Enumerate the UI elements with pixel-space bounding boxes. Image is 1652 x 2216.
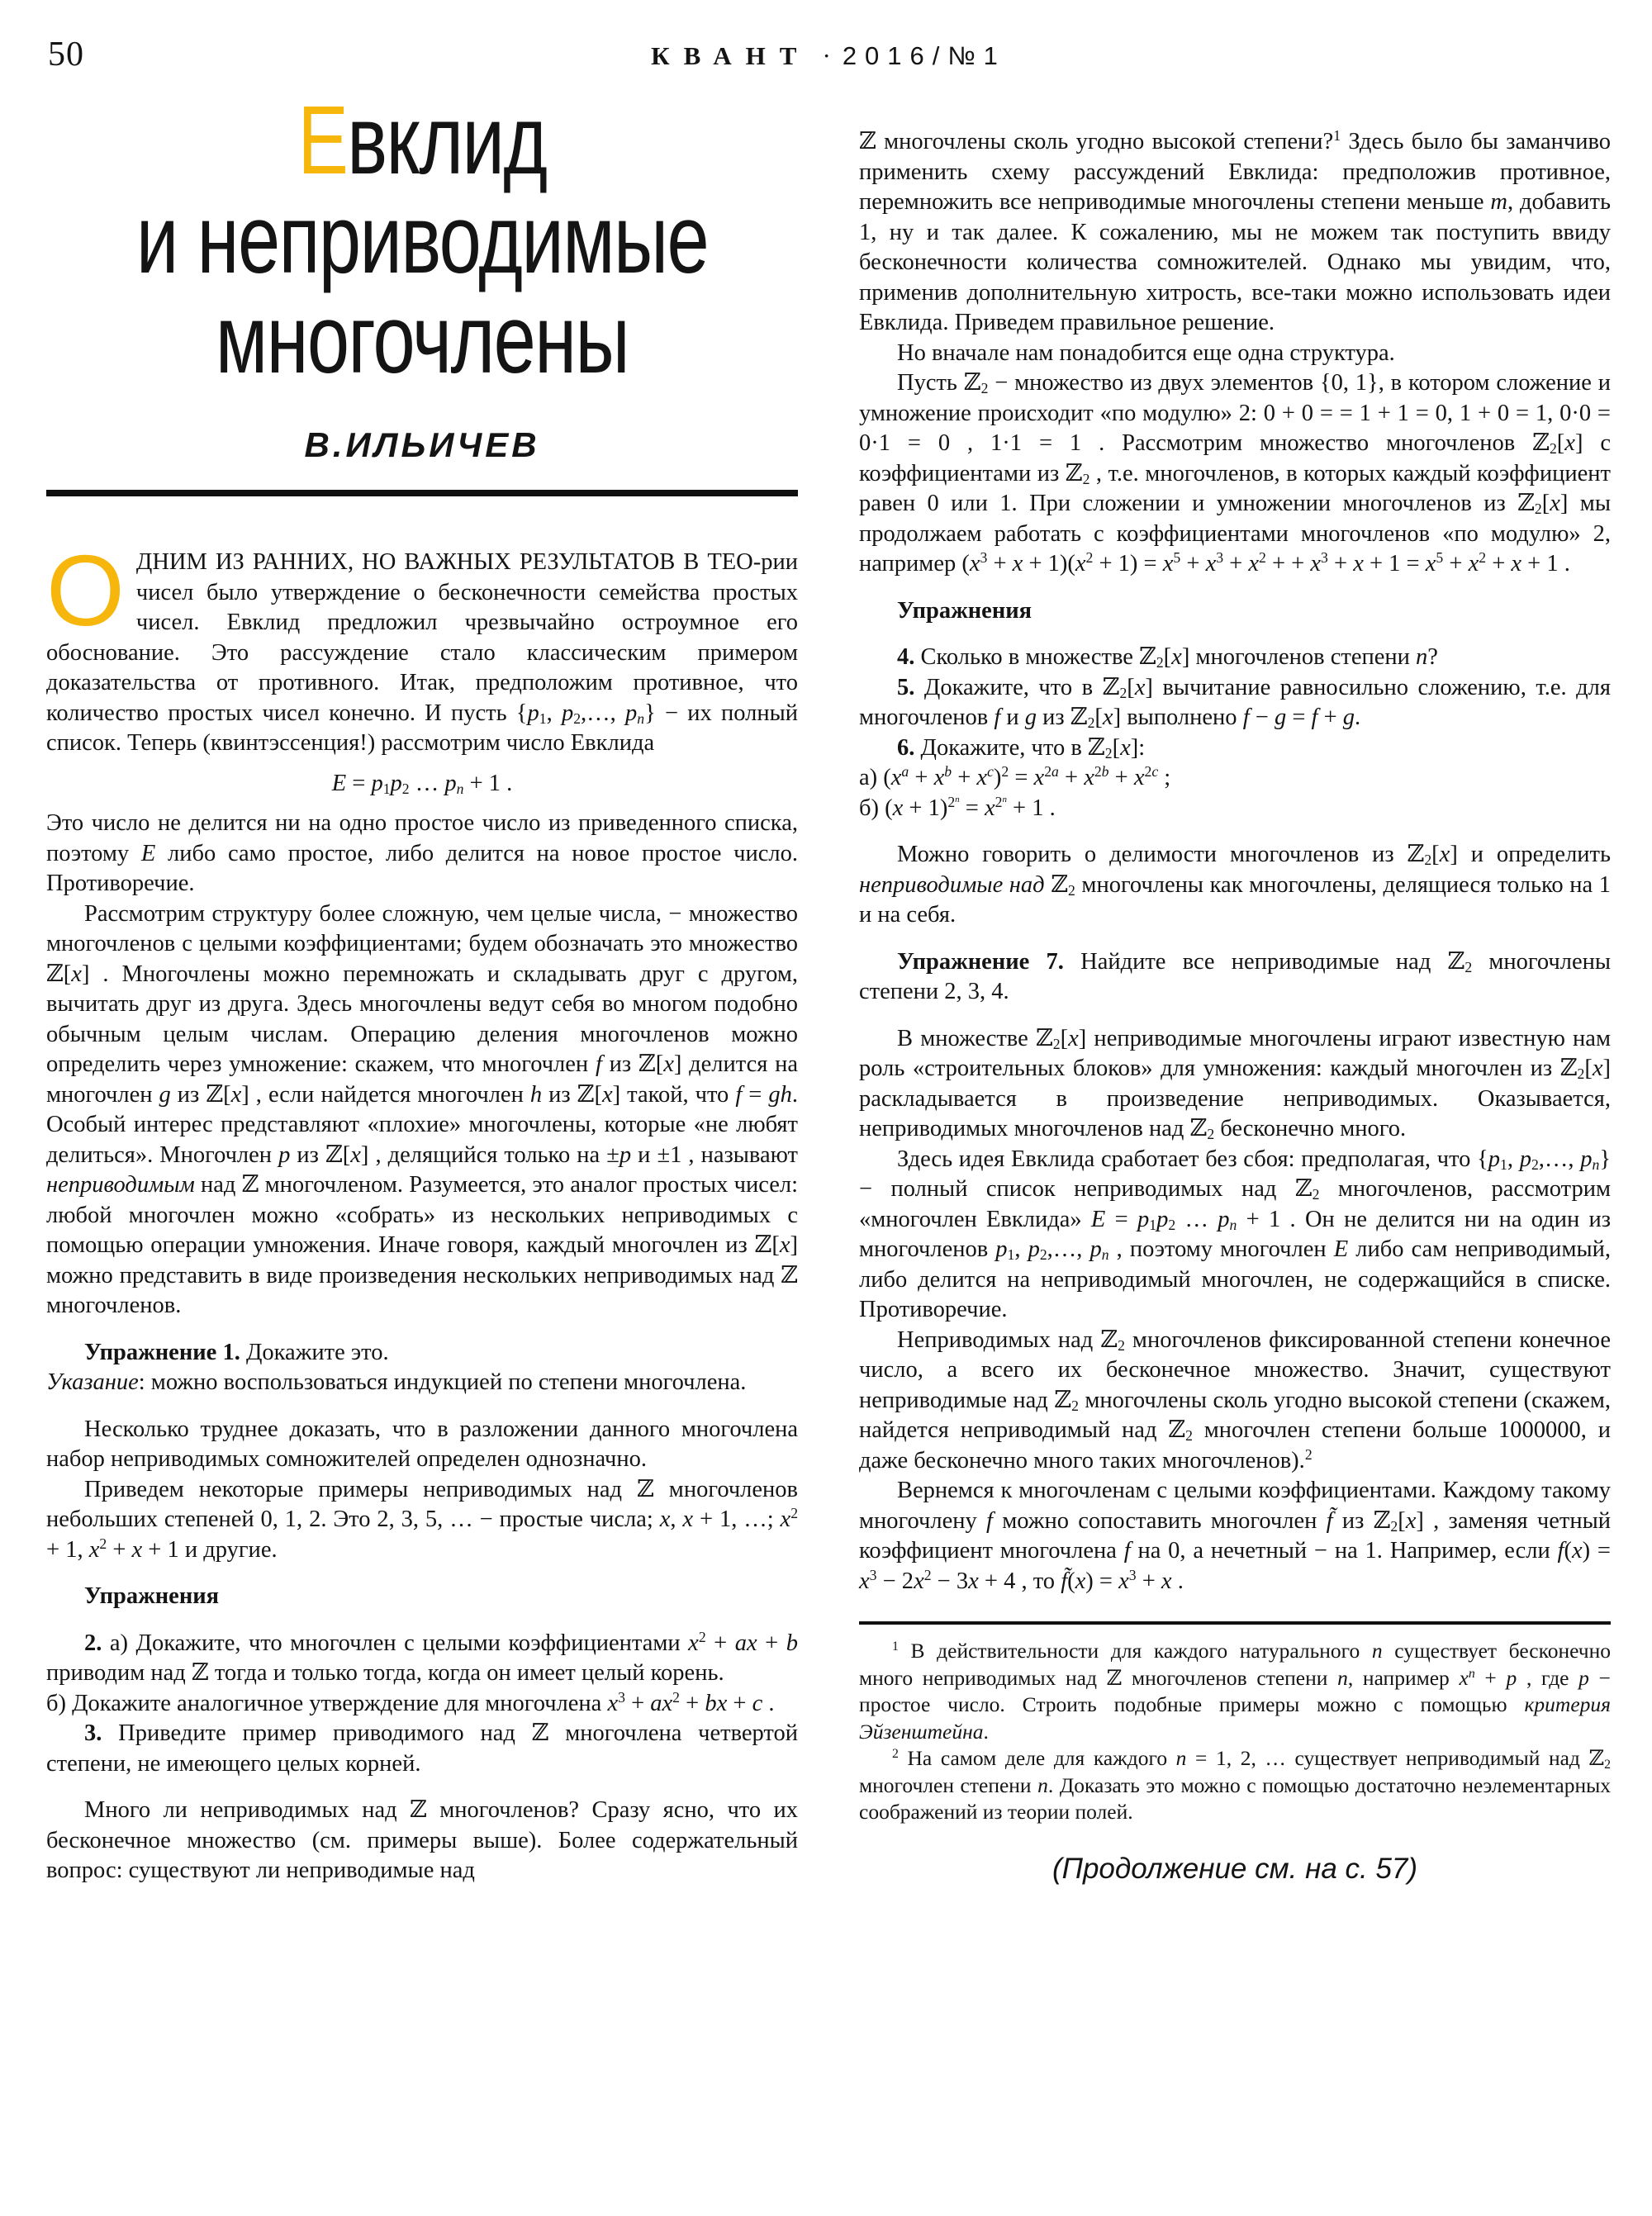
exercise-6b: б) $(x + 1)^{2^n} = x^{2^n} + 1$ . bbox=[859, 793, 1056, 821]
paragraph: Неприводимых над ℤ$_2$ многочленов фиксированной степени конечное число, а всего их бесконечное множество. Значит, существуют неприводимые над ℤ$_2$ многочлены сколь угодно высокой степени (скажем, найдется неприводимый над ℤ$_2$ многочлен степени больше 1000000, и даже бесконечно много таких многочленов).$^2$ bbox=[859, 1326, 1612, 1473]
exercises-heading: Упражнения bbox=[897, 597, 1032, 624]
lead-paragraph: ОДНИМ ИЗ РАННИХ, НО ВАЖНЫХ РЕЗУЛЬТАТОВ В ТЕО-рии чисел было утверждение о бесконечности семейства простых чисел. Евклид предложил чрезвычайно остроумное его обоснование. Это рассуждение стало классическим примером доказательства от противного. Итак, предположим противное, что количество простых чисел конечно. И пусть {$p_1$, $p_2,\dots$, $p_n$} − их полный список. Теперь (квинтэссенция!) рассмотрим число Евклида bbox=[46, 534, 799, 757]
exercises-heading: Упражнения bbox=[84, 1583, 220, 1610]
paragraph: Рассмотрим структуру более сложную, чем целые числа, − множество многочленов с целыми коэффициентами; будем обозначать это множество ℤ[x] . Многочлены можно перемножать и складывать друг с другом, вычитать друг из друга. Здесь многочлены ведут себя во многом подобно обычным целым числам. Операцию деления многочленов можно определить через умножение: скажем, что многочлен f из ℤ[x] делится на многочлен g из ℤ[x] , если найдется многочлен h из ℤ[x] такой, что f = gh. Особый интерес представляют «плохие» многочлены, которые «не любят делиться». Многочлен p из ℤ[x] , делящийся только на ±p и ±1 , называют неприводимым над ℤ многочленом. Разумеется, это аналог простых чисел: любой многочлен можно «собрать» из нескольких неприводимых с помощью операции умножения. Иначе говоря, каждый многочлен из ℤ[x] можно представить в виде произведения нескольких неприводимых над ℤ многочленов. bbox=[46, 900, 799, 1319]
paragraph: В множестве ℤ$_2$[x] неприводимые многочлены играют известную нам роль «строительных блоков» для умножения: каждый многочлен из ℤ$_2$[x] раскладывается в произведение неприводимых. Оказывается, неприводимых многочленов над ℤ$_2$ бесконечно много. bbox=[859, 1025, 1611, 1143]
exercise-7: Упражнение 7. Найдите все неприводимые над ℤ$_2$ многочлены степени 2, 3, 4. bbox=[859, 948, 1611, 1004]
hint: Указание: можно воспользоваться индукцией по степени многочлена. bbox=[46, 1369, 747, 1396]
paragraph: Но вначале нам понадобится еще одна структура. bbox=[897, 339, 1395, 366]
title-line-3: многочлены bbox=[215, 284, 629, 394]
journal-issue: 2016/№1 bbox=[842, 41, 1006, 70]
footnote-1: $^1$ В действительности для каждого натурального n существует бесконечно много неприводимых над ℤ многочленов степени n, например $x^n + p$ , где p − простое число. Строить подобные примеры можно с помощью критерия Эйзенштейна. bbox=[859, 1639, 1611, 1744]
paragraph: Пусть ℤ$_2$ − множество из двух элементов {0, 1}, в котором сложение и умножение происходит «по модулю» 2: 0 + 0 = = 1 + 1 = 0, 1 + 0 = 1, 0·0 = 0·1 = 0 , 1·1 = 1 . Рассмотрим множество многочленов ℤ$_2$[x] с коэффициентами из ℤ$_2$ , т.е. многочленов, в которых каждый коэффициент равен 0 или 1. При сложении и умножении многочленов из ℤ$_2$[x] мы продолжаем работать с коэффициентами многочленов «по модулю» 2, например $(x^3 + x + 1)(x^2 + 1) = x^5 + x^3 + x^2$ + + $x^3 + x + 1 = x^5 + x^2 + x + 1$ . bbox=[859, 370, 1611, 577]
left-column bbox=[46, 86, 798, 1886]
drop-cap-letter: О bbox=[46, 534, 125, 648]
continuation-note: (Продолжение см. на с. 57) bbox=[1051, 1852, 1418, 1885]
exercise-2b: б) Докажите аналогичное утверждение для многочлена $x^3 + ax^2$ + bx + c . bbox=[46, 1688, 775, 1716]
journal-title: КВАНТ bbox=[651, 41, 811, 70]
paragraph: Приведем некоторые примеры неприводимых над ℤ многочленов небольших степеней 0, 1, 2. Это 2, 3, 5, … − простые числа; x, x + 1, …; $x^2 + 1$, $x^2 + x + 1$ и другие. bbox=[46, 1476, 799, 1563]
paragraph: Несколько труднее доказать, что в разложении данного многочлена набор неприводимых сомножителей определен однозначно. bbox=[46, 1416, 798, 1473]
exercise-6a: а) $(x^a + x^b + x^c)^2 = x^{2a} + x^{2b} + x^{2c}$ ; bbox=[859, 763, 1171, 790]
exercise-1: Упражнение 1. Докажите это. bbox=[84, 1339, 389, 1365]
exercise-3: 3. Приведите пример приводимого над ℤ многочлена четвертой степени, не имеющего целых корней. bbox=[46, 1720, 798, 1777]
exercise-4: 4. Сколько в множестве ℤ$_2$[x] многочленов степени n? bbox=[897, 644, 1438, 671]
article-title bbox=[129, 86, 715, 394]
journal-header bbox=[46, 41, 1611, 71]
right-column bbox=[859, 86, 1611, 1884]
paragraph: Вернемся к многочленам с целыми коэффициентами. Каждому такому многочлену f можно сопоставить многочлен f̃ из ℤ$_2$[x] , заменяя четный коэффициент многочлена f на 0, а нечетный − на 1. Например, если $f(x) = x^3 - 2x^2 - 3x + 4$ , то f̃(x) = $x^3 + x$ . bbox=[859, 1478, 1611, 1594]
exercise-5: 5. Докажите, что в ℤ$_2$[x] вычитание равносильно сложению, т.е. для многочленов f и g из ℤ$_2$[x] выполнено f − g = f + g. bbox=[859, 674, 1611, 732]
footnote-2: $^2$ На самом деле для каждого n = 1, 2, … существует неприводимый над ℤ$_2$ многочлен степени n. Доказать это можно с помощью достаточно неэлементарных соображений из теории полей. bbox=[859, 1746, 1612, 1824]
journal-separator: · bbox=[822, 41, 831, 70]
author-name: В.ИЛЬИЧЕВ bbox=[304, 425, 540, 465]
title-accent-letter: Е bbox=[297, 86, 348, 195]
running-head bbox=[46, 33, 1611, 86]
title-line-2: и неприводимые bbox=[135, 185, 709, 295]
right-column-text bbox=[859, 127, 1611, 1884]
author-divider bbox=[46, 490, 798, 496]
paragraph: Много ли неприводимых над ℤ многочленов? Сразу ясно, что их бесконечное множество (см. примеры выше). Более содержательный вопрос: существуют ли неприводимые над bbox=[46, 1797, 798, 1884]
exercise-2a: 2. а) Докажите, что многочлен с целыми коэффициентами $x^2$ + ax + b приводим над ℤ тогда и только тогда, когда он имеет целый корень. bbox=[46, 1628, 799, 1687]
page-number: 50 bbox=[48, 36, 84, 74]
exercise-6: 6. Докажите, что в ℤ$_2$[x]: bbox=[897, 734, 1146, 762]
paragraph: ℤ многочлены сколь угодно высокой степени?$^1$ Здесь было бы заманчиво применить схему рассуждений Евклида: предположив противное, перемножить все неприводимые многочлены степени меньше m, добавить 1, ну и так далее. К сожалению, мы не можем так поступить ввиду бесконечности количества сомножителей. Однако мы увидим, что, применив дополнительную хитрость, все-таки можно использовать идеи Евклида. Приведем правильное решение. bbox=[859, 127, 1612, 335]
paragraph: Можно говорить о делимости многочленов из ℤ$_2$[x] и определить неприводимые над ℤ$_2$ многочлены как многочлены, делящиеся только на 1 и на себя. bbox=[859, 842, 1611, 928]
euclid-number-formula: $E = p_1p_2$ … $p_n + 1$ . bbox=[331, 770, 513, 797]
paragraph: Это число не делится ни на одно простое число из приведенного списка, поэтому E либо само простое, либо делится на новое простое число. Противоречие. bbox=[46, 810, 798, 897]
footnote-separator bbox=[859, 1621, 1611, 1625]
left-column-text bbox=[46, 534, 799, 1886]
article-body bbox=[46, 86, 1611, 1886]
title-line-1: Евклид bbox=[297, 86, 547, 195]
title-block bbox=[46, 86, 798, 496]
paragraph: Здесь идея Евклида сработает без сбоя: предполагая, что {$p_1$, $p_2,\dots$, $p_n$} − полный список неприводимых над ℤ$_2$ многочленов, рассмотрим «многочлен Евклида» $E = p_1p_2$ … $p_n + 1$ . Он не делится ни на один из многочленов $p_1$, $p_2,\dots$, $p_n$ , поэтому многочлен E либо сам неприводимый, либо делится на неприводимый многочлен, не содержащийся в списке. Противоречие. bbox=[859, 1146, 1612, 1322]
